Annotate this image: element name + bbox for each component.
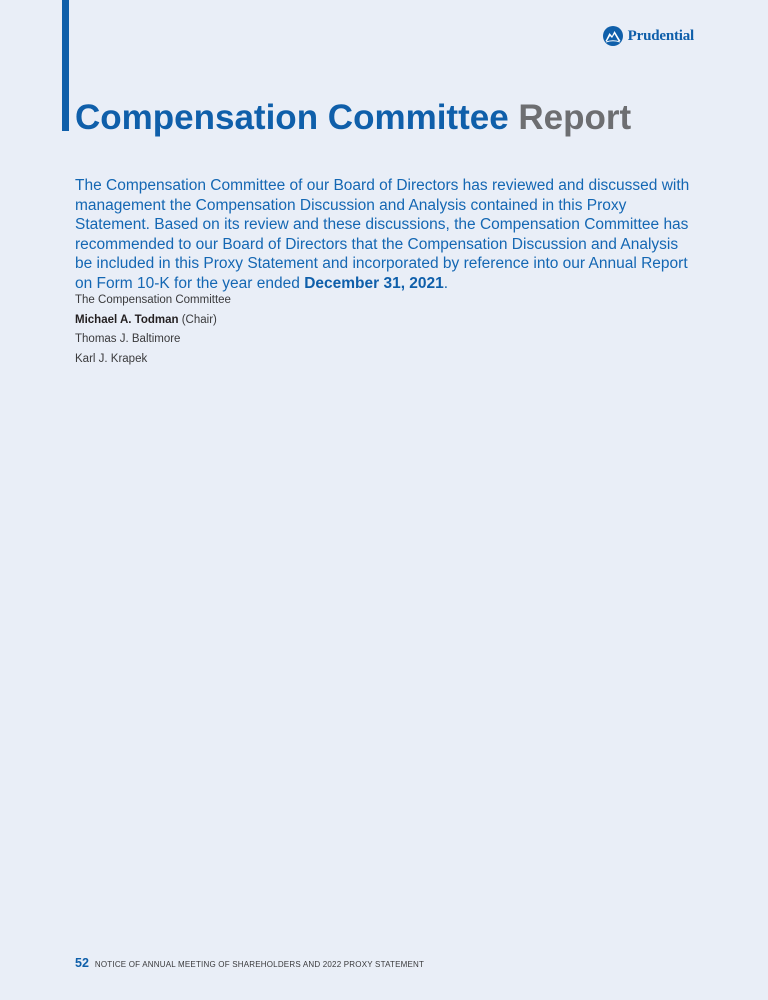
committee-name: The Compensation Committee — [75, 294, 231, 306]
rock-of-gibraltar-icon — [602, 25, 624, 47]
prudential-logo — [602, 25, 694, 47]
title-primary: Compensation Committee — [75, 98, 509, 137]
page-number: 52 — [75, 956, 89, 970]
intro-period: . — [443, 274, 449, 292]
intro-paragraph — [75, 176, 695, 294]
footer-text: NOTICE OF ANNUAL MEETING OF SHAREHOLDERS AND 2022 PROXY STATEMENT — [94, 960, 425, 969]
signature-block — [75, 291, 231, 369]
chair-name: Michael A. Todman — [75, 313, 179, 326]
page-footer — [75, 956, 424, 970]
chair-role: (Chair) — [181, 313, 217, 326]
brand-name: Prudential — [627, 27, 694, 44]
member-name: Thomas J. Baltimore — [75, 333, 181, 345]
title-secondary: Report — [518, 98, 632, 137]
page-title — [75, 96, 631, 140]
member-name: Karl J. Krapek — [75, 352, 148, 365]
intro-text: The Compensation Committee of our Board of Directors has reviewed and discussed with management the Compensation Discussion and Analysis contained in this Proxy Statement. Based on its review and these discussions, the Compensation Committee has recommended to our Board of Directors that the Compensation Discussion and Analysis be included in this Proxy Statement and incorporated by reference into our Annual Report on Form 10-K for the year ended — [75, 177, 690, 292]
accent-bar — [62, 0, 69, 131]
intro-date: December 31, 2021 — [304, 274, 444, 292]
chair-line — [75, 311, 231, 331]
